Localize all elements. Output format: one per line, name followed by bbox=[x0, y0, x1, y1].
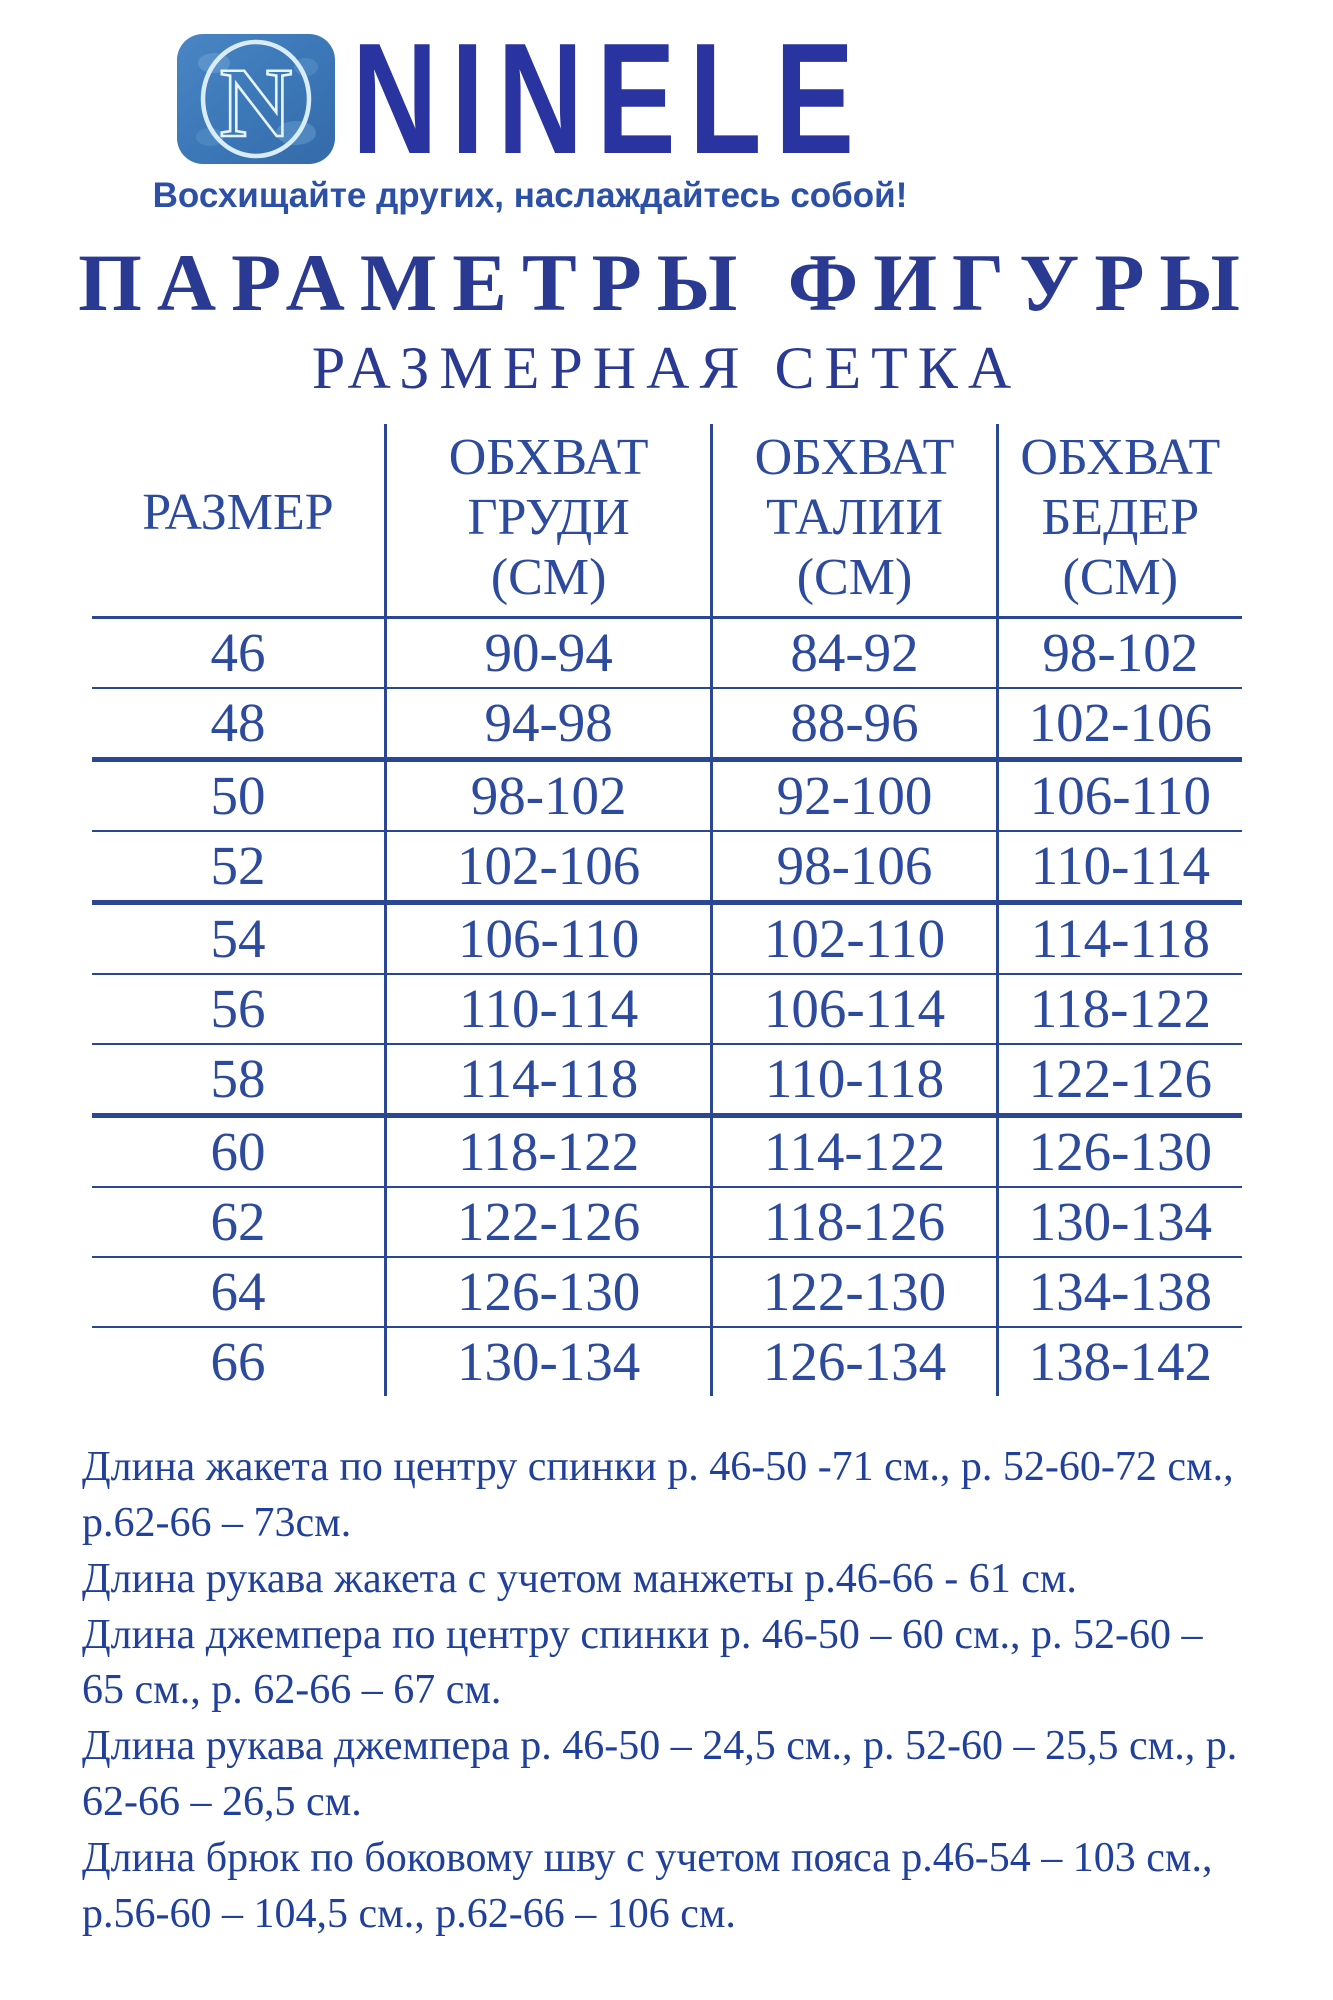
size-cell: 64 bbox=[210, 1261, 266, 1322]
bust-cell: 130-134 bbox=[386, 1327, 711, 1396]
size-cell: 54 bbox=[210, 908, 266, 969]
size-cell: 58 bbox=[210, 1048, 266, 1109]
page-subtitle: РАЗМЕРНАЯ СЕТКА bbox=[311, 335, 1022, 401]
size-cell: 56 bbox=[210, 978, 266, 1039]
hips-cell: 106-110 bbox=[998, 760, 1242, 832]
table-row bbox=[92, 974, 1242, 1044]
hips-cell: 130-134 bbox=[998, 1187, 1242, 1257]
note-jacket-length: Длина жакета по центру спинки р. 46-50 -71 см., р. 52-60-72 см., р.62-66 – 73см. bbox=[82, 1444, 1234, 1546]
bust-cell: 90-94 bbox=[386, 618, 711, 689]
table-row bbox=[92, 688, 1242, 760]
table-row bbox=[92, 1327, 1242, 1396]
table-row bbox=[92, 1044, 1242, 1116]
bust-cell: 106-110 bbox=[386, 903, 711, 975]
table-row bbox=[92, 903, 1242, 975]
note-jumper-length: Длина джемпера по центру спинки р. 46-50 – 60 см., р. 52-60 – 65 см., р. 62-66 – 67 см. bbox=[82, 1611, 1203, 1714]
waist-cell: 110-118 bbox=[711, 1044, 997, 1116]
bust-cell: 126-130 bbox=[386, 1257, 711, 1327]
hips-cell: 118-122 bbox=[998, 974, 1242, 1044]
header-row bbox=[92, 424, 1242, 618]
waist-cell: 88-96 bbox=[711, 688, 997, 760]
ninele-logo-icon bbox=[176, 33, 336, 165]
waist-cell: 98-106 bbox=[711, 831, 997, 903]
table-row bbox=[92, 760, 1242, 832]
size-cell: 60 bbox=[210, 1121, 266, 1182]
page-title: ПАРАМЕТРЫ ФИГУРЫ bbox=[78, 237, 1255, 328]
bust-cell: 110-114 bbox=[386, 974, 711, 1044]
hips-cell: 102-106 bbox=[998, 688, 1242, 760]
brand-name-box bbox=[352, 11, 884, 187]
size-cell: 48 bbox=[210, 692, 266, 753]
bust-cell: 122-126 bbox=[386, 1187, 711, 1257]
column-header-waist: ОБХВАТ ТАЛИИ (СМ) bbox=[711, 424, 997, 618]
size-table bbox=[92, 424, 1242, 1396]
size-table-header bbox=[92, 424, 1242, 618]
table-row bbox=[92, 831, 1242, 903]
waist-cell: 84-92 bbox=[711, 618, 997, 689]
measurement-notes bbox=[82, 1440, 1254, 1943]
note-trousers-length: Длина брюк по боковому шву с учетом пояса р.46-54 – 103 см., р.56-60 – 104,5 см., р.62-66 – 106 см. bbox=[82, 1835, 1213, 1937]
note-jacket-sleeve: Длина рукава жакета с учетом манжеты р.46-66 - 61 см. bbox=[82, 1555, 1077, 1602]
brand-tagline: Восхищайте других, наслаждайтесь собой! bbox=[152, 176, 908, 215]
column-header-size-label: РАЗМЕР bbox=[142, 484, 334, 541]
logo-n-glyph: N bbox=[219, 47, 293, 158]
brand-name: NINELE bbox=[352, 11, 868, 187]
table-row bbox=[92, 1187, 1242, 1257]
waist-cell: 118-126 bbox=[711, 1187, 997, 1257]
table-row bbox=[92, 618, 1242, 689]
brand-header bbox=[0, 0, 1060, 216]
column-header-bust: ОБХВАТ ГРУДИ (СМ) bbox=[386, 424, 711, 618]
hips-cell: 122-126 bbox=[998, 1044, 1242, 1116]
hips-cell: 114-118 bbox=[998, 903, 1242, 975]
brand-row bbox=[0, 11, 1060, 187]
size-table-body bbox=[92, 618, 1242, 1397]
bust-cell: 102-106 bbox=[386, 831, 711, 903]
waist-cell: 92-100 bbox=[711, 760, 997, 832]
hips-cell: 98-102 bbox=[998, 618, 1242, 689]
column-header-hips: ОБХВАТ БЕДЕР (СМ) bbox=[998, 424, 1242, 618]
bust-cell: 114-118 bbox=[386, 1044, 711, 1116]
waist-cell: 102-110 bbox=[711, 903, 997, 975]
size-cell: 66 bbox=[210, 1331, 266, 1392]
hips-cell: 126-130 bbox=[998, 1116, 1242, 1188]
waist-cell: 106-114 bbox=[711, 974, 997, 1044]
hips-cell: 138-142 bbox=[998, 1327, 1242, 1396]
waist-cell: 126-134 bbox=[711, 1327, 997, 1396]
waist-cell: 114-122 bbox=[711, 1116, 997, 1188]
note-jumper-sleeve: Длина рукава джемпера р. 46-50 – 24,5 см., р. 52-60 – 25,5 см., р. 62-66 – 26,5 см. bbox=[82, 1723, 1238, 1826]
size-cell: 50 bbox=[210, 765, 266, 826]
size-cell: 46 bbox=[210, 622, 266, 683]
size-cell: 52 bbox=[210, 835, 266, 896]
waist-cell: 122-130 bbox=[711, 1257, 997, 1327]
table-row bbox=[92, 1257, 1242, 1327]
bust-cell: 94-98 bbox=[386, 688, 711, 760]
hips-cell: 134-138 bbox=[998, 1257, 1242, 1327]
column-header-size bbox=[92, 424, 386, 618]
size-cell: 62 bbox=[210, 1191, 266, 1252]
bust-cell: 98-102 bbox=[386, 760, 711, 832]
bust-cell: 118-122 bbox=[386, 1116, 711, 1188]
table-row bbox=[92, 1116, 1242, 1188]
hips-cell: 110-114 bbox=[998, 831, 1242, 903]
